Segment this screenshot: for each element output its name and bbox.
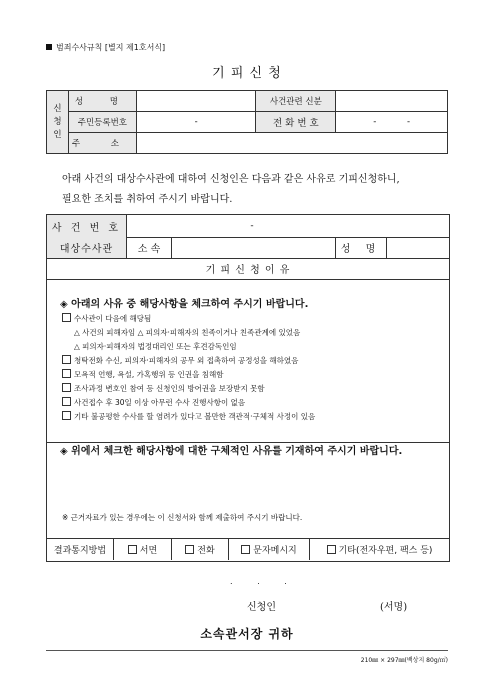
reason-item-5[interactable]: 사건접수 후 30일 이상 아무런 수사 진행사항이 없음 [62,397,245,408]
form-reference-text: 범죄수사규칙 [별지 제1호서식] [56,43,166,52]
checkbox-icon [62,355,71,364]
signature-field[interactable]: (서명) [380,602,408,613]
case-relation-field[interactable] [336,91,448,112]
intro-line-1: 아래 사건의 대상수사관에 대하여 신청인은 다음과 같은 사유로 기피신청하니, [62,174,400,185]
applicant-section-label: 신 청 인 [47,91,69,154]
checkbox-icon [62,313,71,322]
reason-title-row [47,258,449,280]
checkbox-icon [128,545,137,554]
reason-item-1[interactable]: 수사관이 다음에 해당됨 [62,313,151,324]
paper-size: 210㎜ × 297㎜(백상지 80g/㎡) [360,657,448,664]
checkbox-icon [62,397,71,406]
option-other[interactable]: 기타(전자우편, 팩스 등) [310,538,449,560]
reason-item-2[interactable]: 청탁전화 수신, 피의자·피해자의 공무 외 접촉하여 공정성을 해하였음 [62,355,298,366]
recipient: 소속관서장 귀하 [200,627,294,641]
target-officer-row [47,237,449,259]
square-bullet-icon [46,44,52,50]
name-label: 성 명 [68,91,136,112]
name-field[interactable] [136,91,256,112]
rrn-label: 주민등록번호 [68,112,136,133]
phone-label: 전 화 번 호 [256,112,336,133]
checkbox-icon [185,545,194,554]
reason-item-4[interactable]: 조사과정 변호인 참여 등 신청인의 방어권을 보장받지 못함 [62,383,265,394]
checkbox-icon [241,545,250,554]
checkbox-icon [62,383,71,392]
date-field[interactable]: . . . [230,577,287,586]
department-field[interactable] [172,237,335,258]
reason-item-6[interactable]: 기타 불공평한 수사를 할 염려가 있다고 볼만한 객관적·구체적 사정이 있음 [62,411,315,422]
officer-name-field[interactable] [387,237,449,258]
reason-title: 기 피 신 청 이 유 [205,265,291,276]
option-sms[interactable]: 문자메시지 [229,538,309,560]
target-officer-label: 대상수사관 [47,237,126,258]
form-reference [46,42,165,53]
option-letter[interactable]: 서면 [114,538,171,560]
checkbox-icon [327,545,336,554]
phone-field[interactable]: - - [336,112,448,133]
case-number-label: 사 건 번 호 [47,215,126,237]
applicant-table [46,90,448,154]
document-title: 기 피 신 청 [212,66,282,81]
reason-item-1a: △ 사건의 피해자임 △ 피의자·피해자의 친족이거나 친족관계에 있었음 [74,328,301,337]
case-number-field[interactable]: - [250,221,254,231]
evidence-note: ※ 근거자료가 있는 경우에는 이 신청서와 함께 제출하여 주시기 바랍니다. [62,513,303,522]
case-number-row [47,215,449,238]
notification-label: 결과통지방법 [53,545,107,556]
notification-row [47,538,449,560]
checkbox-icon [62,369,71,378]
officer-name-label: 성 명 [340,244,382,255]
reason-item-3[interactable]: 모욕적 언행, 욕설, 가혹행위 등 인권을 침해함 [62,369,223,380]
option-phone[interactable]: 전화 [172,538,228,560]
reason-instruction: ◈ 아래의 사유 중 해당사항을 체크하여 주시기 바랍니다. [60,299,309,310]
case-relation-label: 사건관련 신분 [256,91,336,112]
intro-line-2: 필요한 조치를 취하여 주시기 바랍니다. [62,194,233,205]
checkbox-icon [62,411,71,420]
address-label: 주 소 [68,133,136,154]
reason-item-1b: △ 피의자·피해자의 법정대리인 또는 후견감독인임 [74,342,237,351]
rrn-field[interactable]: - [136,112,256,133]
applicant-sign-label: 신청인 [247,602,276,613]
department-label: 소 속 [137,244,161,255]
footer-divider [46,650,448,651]
detail-instruction: ◈ 위에서 체크한 해당사항에 대한 구체적인 사유를 기재하여 주시기 바랍니다. [60,446,403,457]
address-field[interactable] [136,133,447,154]
